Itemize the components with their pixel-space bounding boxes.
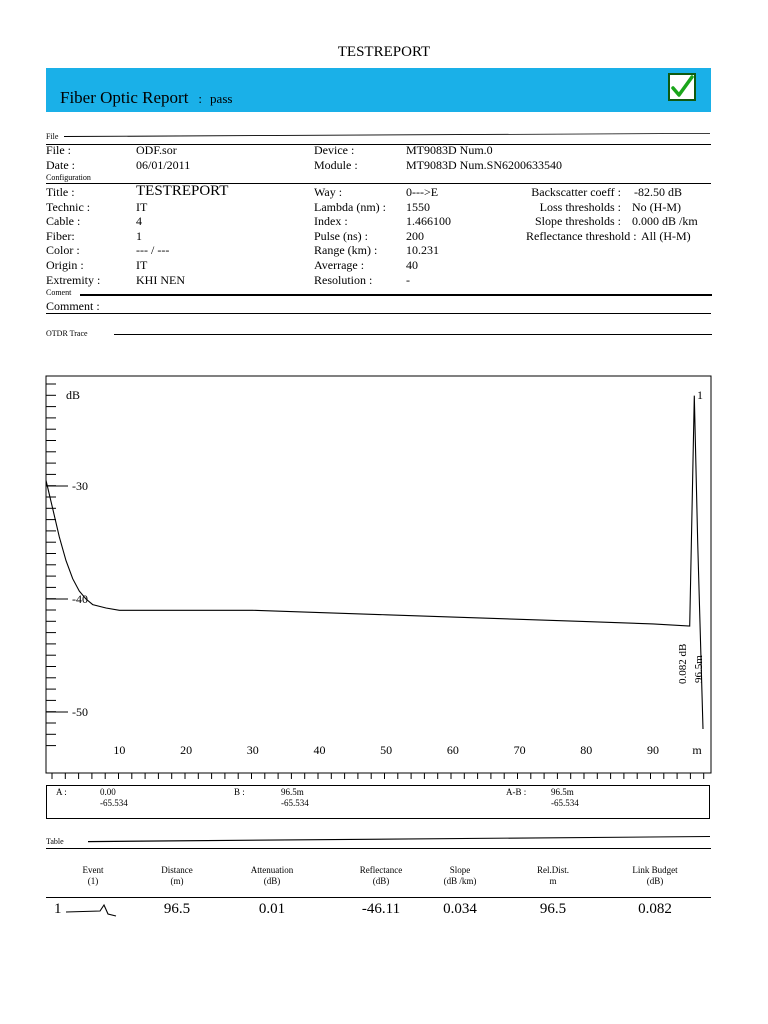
config-label: Pulse (ns) : [314,229,368,243]
config-label: Loss thresholds : [539,200,621,214]
module-value: MT9083D Num.SN6200633540 [406,158,563,172]
banner-title: Fiber Optic Report [60,88,189,107]
file-label: File : [46,143,72,157]
device-value: MT9083D Num.0 [406,143,493,157]
y-axis-label: dB [66,388,81,402]
cursor-a-distance: 0.00 [100,787,116,797]
table-cell: 96.5 [163,901,191,917]
date-value: 06/01/2011 [136,158,191,172]
x-tick-label: 90 [646,743,659,757]
event-distance-annotation: 96.5m [693,655,705,683]
cursor-a-db: -65.534 [100,798,128,808]
cursor-ab-db: -65.534 [551,798,579,808]
config-value: --- / --- [136,243,170,257]
cursor-b-db: -65.534 [281,798,309,808]
table-cell: 0.01 [258,901,286,917]
y-tick-label: -50 [72,705,88,719]
config-label: Color : [46,243,80,257]
config-value: 10.231 [406,243,439,257]
table-header: Attenuation [250,865,294,875]
event-loss-annotation: 0.082 dB [677,643,689,684]
config-value: 1550 [406,200,430,214]
page-title: TESTREPORT [337,44,431,60]
table-cell: -46.11 [361,901,401,917]
config-value: All (H-M) [641,229,691,243]
cursor-b-distance: 96.5m [281,787,304,797]
config-label: Extremity : [46,273,101,287]
table-divider [88,834,714,844]
config-label: Lambda (nm) : [314,200,386,214]
config-value: 1 [136,229,142,243]
module-label: Module : [314,158,358,172]
table-header-unit: (dB) [646,876,664,886]
config-label: Cable : [46,214,81,228]
config-label: Technic : [46,200,91,214]
file-value: ODF.sor [136,143,177,157]
config-value: 200 [406,229,424,243]
table-header: Distance [161,865,193,875]
section-otdr-trace: OTDR Trace [46,329,88,338]
chart-frame [46,376,711,773]
config-label: Averrage : [314,258,365,272]
table-header: Event [82,865,104,875]
table-header-unit: (1) [87,876,99,886]
config-label: Backscatter coeff : [531,185,621,199]
table-header-rule [46,897,711,898]
cursor-ab-label: A-B : [506,787,527,797]
config-label: Origin : [46,258,84,272]
table-cell: 0.034 [443,901,477,917]
x-tick-label: 10 [113,743,126,757]
table-cell: 96.5 [539,901,567,917]
config-label: Fiber: [46,229,75,243]
table-cell-event: 1 [54,901,62,917]
config-value: 0--->E [406,185,439,199]
cursor-b-label: B : [234,787,245,797]
config-label: Slope thresholds : [535,214,621,228]
config-value: - [406,273,410,287]
table-top-rule [46,848,711,849]
x-tick-label: 20 [180,743,193,757]
device-label: Device : [314,143,355,157]
x-tick-label: 60 [446,743,459,757]
table-header: Reflectance [359,865,403,875]
config-label: Title : [46,185,75,199]
table-header-unit: (dB) [263,876,281,886]
config-label: Index : [314,214,348,228]
table-header: Link Budget [632,865,678,875]
event-marker-label: 1 [697,388,703,402]
section-file: File [46,132,59,141]
config-value: 4 [136,214,142,228]
cursor-ab-distance: 96.5m [551,787,574,797]
config-value: TESTREPORT [136,183,229,199]
y-tick-label: -30 [72,479,88,493]
date-label: Date : [46,158,75,172]
x-tick-label: 30 [246,743,259,757]
config-value: 40 [406,258,418,272]
config-label: Way : [314,185,343,199]
table-cell: 0.082 [638,901,672,917]
cursor-box [46,785,710,819]
x-tick-label: 70 [513,743,526,757]
config-value: 1.466100 [406,214,451,228]
section-configuration: Configuration [46,173,91,182]
table-header: Rel.Dist. [536,865,569,875]
config-value: KHI NEN [136,273,185,287]
section-table: Table [46,837,64,846]
x-tick-label: 80 [580,743,593,757]
config-value: No (H-M) [632,200,681,214]
section-coment: Coment [46,288,72,297]
cursor-a-label: A : [56,787,67,797]
config-label: Range (km) : [314,243,378,257]
config-value: -82.50 dB [634,185,682,199]
config-label: Reflectance threshold : [526,229,637,243]
comment-label: Comment : [46,299,100,313]
x-tick-label: 50 [380,743,393,757]
config-value: 0.000 dB /km [632,214,698,228]
config-value: IT [136,258,148,272]
x-tick-label: 40 [313,743,326,757]
config-value: IT [136,200,148,214]
otdr-trace-line [46,396,703,729]
table-header-unit: (dB /km) [443,876,477,886]
x-axis-label: m [692,743,702,757]
y-tick-label: -40 [72,592,88,606]
table-header-unit: (dB) [372,876,390,886]
table-header-unit: m [549,876,557,886]
banner-status: pass [210,91,233,106]
table-header: Slope [449,865,471,875]
config-label: Resolution : [314,273,373,287]
reflective-event-icon [64,902,124,918]
table-header-unit: (m) [170,876,184,886]
banner-separator: : [198,91,203,106]
